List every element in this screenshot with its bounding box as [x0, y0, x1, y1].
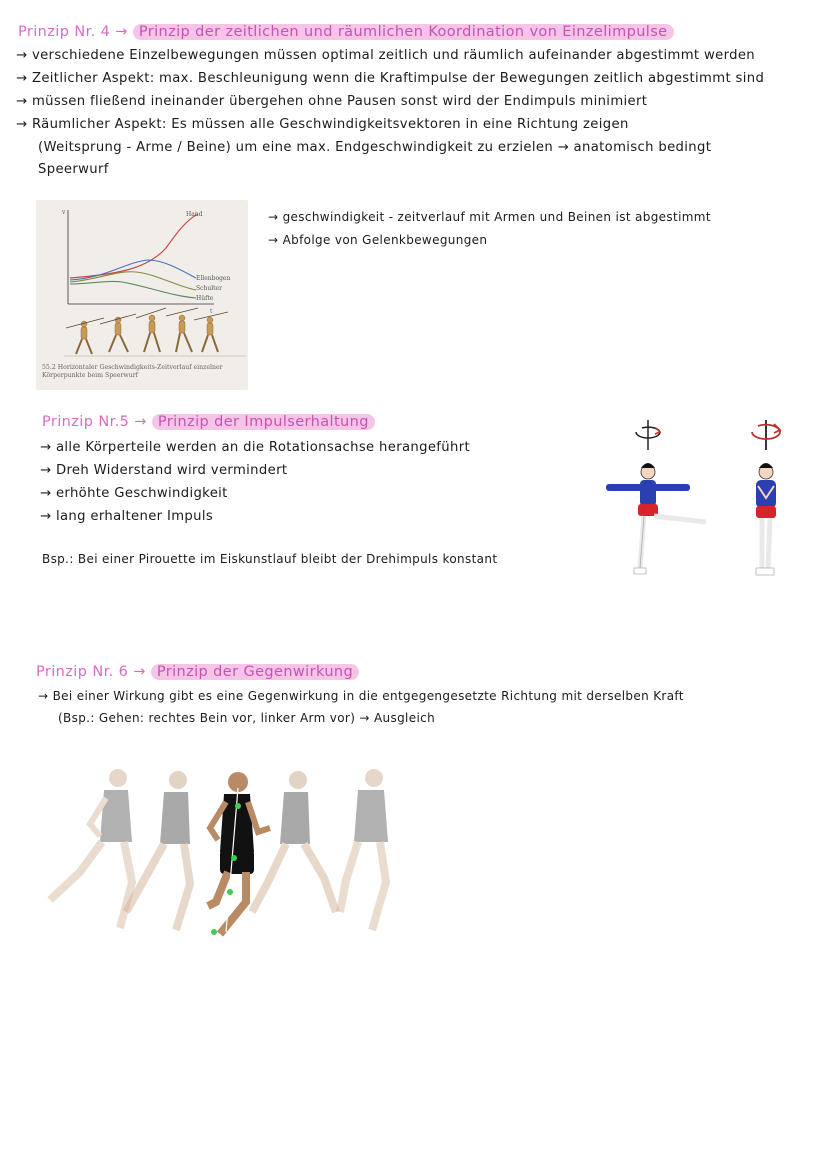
speerwurf-figure — [36, 200, 248, 390]
p5-line-4: → lang erhaltener Impuls — [40, 509, 214, 524]
velocity-chart — [36, 200, 248, 390]
label-schulter: Schulter — [196, 285, 222, 292]
runner-ghost-2 — [126, 771, 190, 930]
p6-title: Prinzip der Gegenwirkung — [151, 664, 359, 680]
p6-label: Prinzip Nr. 6 → — [36, 664, 146, 680]
marker-shoulder — [235, 803, 241, 809]
v-axis-label: v — [62, 209, 66, 216]
p4-line-4: → Räumlicher Aspekt: Es müssen alle Geschwindigkeitsvektoren in eine Richtung zeigen — [16, 117, 629, 132]
rotation-icon-slow — [636, 420, 660, 450]
pirouette-illustration — [598, 418, 808, 588]
label-huefte: Hüfte — [196, 295, 214, 302]
label-hand: Hand — [186, 211, 203, 218]
p5-title: Prinzip der Impulserhaltung — [152, 414, 375, 430]
athlete-5 — [202, 317, 218, 352]
athlete-3 — [144, 315, 160, 352]
javelin-athletes — [76, 315, 218, 354]
figure-caption — [42, 364, 223, 380]
rotation-icon-fast — [752, 420, 780, 450]
p4-note-2: → Abfolge von Gelenkbewegungen — [268, 233, 488, 247]
skater-arms-out — [606, 463, 706, 574]
marker-hip — [231, 855, 237, 861]
p4-label: Prinzip Nr. 4 → — [18, 24, 128, 40]
p4-line-6: Speerwurf — [38, 162, 109, 177]
javelins — [66, 308, 228, 328]
marker-knee — [227, 889, 233, 895]
marker-foot — [211, 929, 217, 935]
p5-example: Bsp.: Bei einer Pirouette im Eiskunstlauf bleibt der Drehimpuls konstant — [42, 552, 498, 566]
p5-label: Prinzip Nr.5 → — [42, 414, 147, 430]
p4-note-1: → geschwindigkeit - zeitverlauf mit Armen und Beinen ist abgestimmt — [268, 210, 711, 224]
p4-line-3: → müssen fließend ineinander übergehen ohne Pausen sonst wird der Endimpuls minimiert — [16, 94, 648, 109]
athlete-4 — [176, 315, 192, 352]
skater-arms-in — [756, 463, 776, 575]
p4-line-2: → Zeitlicher Aspekt: max. Beschleunigung wenn die Kraftimpulse der Bewegungen zeitlich abgestimmt sind — [16, 71, 765, 86]
label-ellenbogen: Ellenbogen — [196, 275, 231, 282]
caption-line-2: Körperpunkte beim Speerwurf — [42, 372, 138, 379]
p4-heading — [18, 24, 674, 40]
p5-line-3: → erhöhte Geschwindigkeit — [40, 486, 228, 501]
p5-line-1: → alle Körperteile werden an die Rotationsachse herangeführt — [40, 440, 471, 455]
caption-line-1: 55.2 Horizontaler Geschwindigkeits-Zeitverlauf einzelner — [42, 364, 223, 371]
athlete-2 — [109, 317, 128, 352]
p5-heading — [42, 414, 375, 430]
runner-main — [208, 772, 270, 935]
runner-ghost-1 — [50, 769, 132, 928]
t-axis-label: t — [210, 308, 213, 315]
p4-line-1: → verschiedene Einzelbewegungen müssen optimal zeitlich und räumlich aufeinander abgestimmt werden — [16, 48, 756, 63]
p6-line-1: → Bei einer Wirkung gibt es eine Gegenwirkung in die entgegengesetzte Richtung mit derselben Kraft — [38, 689, 684, 703]
curve-ellenbogen — [70, 260, 196, 280]
runner-ghost-4 — [340, 769, 388, 930]
p5-line-2: → Dreh Widerstand wird vermindert — [40, 463, 288, 478]
p4-line-5: (Weitsprung - Arme / Beine) um eine max. Endgeschwindigkeit zu erzielen → anatomisch bedingt — [38, 140, 712, 155]
athlete-1 — [76, 321, 92, 354]
p6-line-2: (Bsp.: Gehen: rechtes Bein vor, linker Arm vor) → Ausgleich — [58, 711, 436, 725]
p6-heading — [36, 664, 359, 680]
runner-sequence — [40, 762, 410, 942]
curve-schulter — [70, 272, 196, 290]
runner-ghost-3 — [252, 771, 336, 912]
p4-title: Prinzip der zeitlichen und räumlichen Koordination von Einzelimpulse — [133, 24, 674, 40]
